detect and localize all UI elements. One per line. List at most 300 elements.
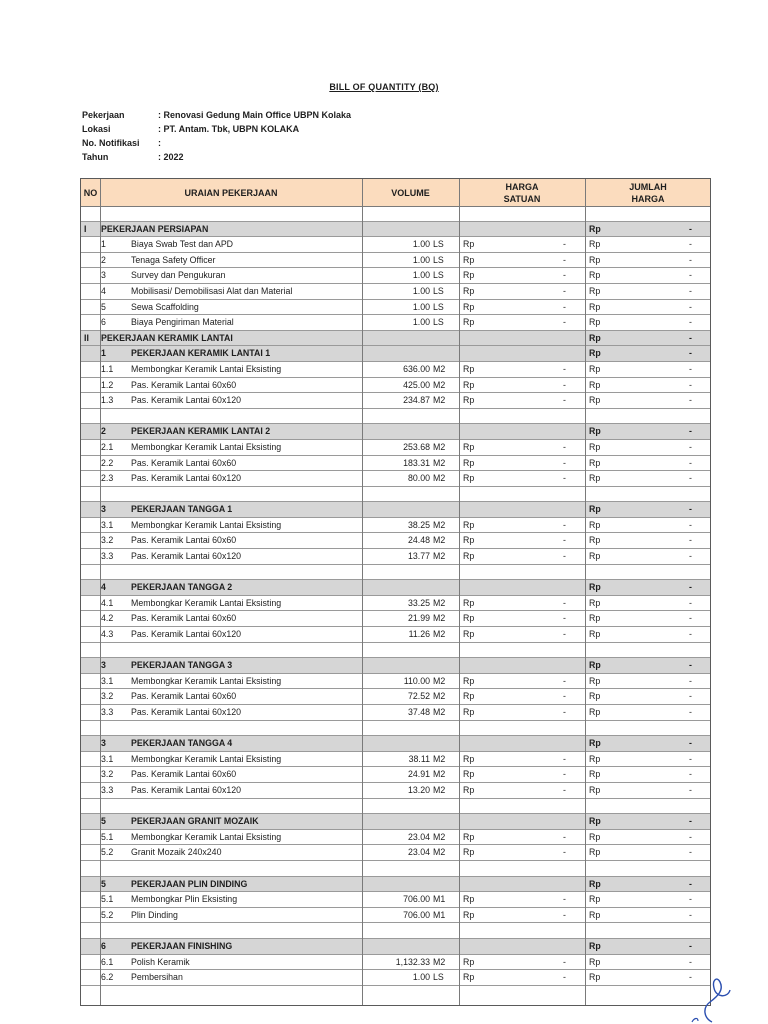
- currency-label: Rp: [589, 223, 601, 234]
- item-volume: 1.00: [412, 317, 430, 328]
- amount-value: -: [689, 738, 692, 749]
- item-code: 2.2: [101, 457, 114, 468]
- currency-label: Rp: [589, 707, 601, 717]
- item-row: [81, 268, 710, 284]
- currency-label: Rp: [463, 254, 475, 265]
- item-description: Membongkar Keramik Lantai Eksisting: [131, 597, 282, 608]
- amount-value: -: [689, 395, 692, 406]
- amount-value: -: [689, 940, 692, 951]
- currency-label: Rp: [589, 847, 601, 858]
- amount-value: -: [689, 878, 692, 889]
- item-unit: M2: [433, 847, 446, 858]
- item-row: [81, 596, 710, 612]
- item-row: [81, 300, 710, 316]
- item-unit: M2: [433, 784, 446, 795]
- currency-label: Rp: [589, 379, 601, 390]
- item-row: [81, 378, 710, 394]
- subsection-name: PEKERJAAN FINISHING: [131, 940, 233, 951]
- currency-label: Rp: [589, 909, 601, 920]
- item-code: 3.2: [101, 769, 114, 780]
- subsection-name: PEKERJAAN GRANIT MOZAIK: [131, 816, 259, 827]
- amount-value: -: [689, 441, 692, 452]
- unit-price-value: -: [563, 753, 566, 764]
- amount-value: -: [689, 254, 692, 265]
- unit-price-value: -: [563, 441, 566, 452]
- item-row: [81, 284, 710, 300]
- unit-price-value: -: [563, 519, 566, 530]
- item-description: Membongkar Keramik Lantai Eksisting: [131, 675, 282, 686]
- item-volume: 72.52: [407, 691, 430, 702]
- currency-label: Rp: [463, 395, 475, 406]
- item-row: [81, 471, 710, 487]
- subsection-row: [81, 877, 710, 893]
- subsection-row: [81, 736, 710, 752]
- item-unit: M1: [433, 894, 446, 905]
- item-unit: M2: [433, 363, 446, 374]
- item-volume: 183.31: [403, 457, 430, 468]
- unit-price-value: -: [563, 239, 566, 250]
- unit-price-value: -: [563, 363, 566, 374]
- item-code: 4.2: [101, 613, 114, 624]
- item-code: 5.1: [101, 831, 114, 842]
- item-code: 3.2: [101, 535, 114, 546]
- subsection-code: 1: [101, 348, 106, 359]
- item-description: Membongkar Keramik Lantai Eksisting: [131, 831, 282, 842]
- item-row: [81, 362, 710, 378]
- item-unit: M2: [433, 457, 446, 468]
- column-divider: [362, 179, 363, 1005]
- currency-label: Rp: [463, 894, 475, 905]
- item-unit: LS: [433, 301, 444, 312]
- amount-value: -: [689, 379, 692, 390]
- subsection-code: 6: [101, 940, 106, 951]
- amount-value: -: [689, 317, 692, 328]
- item-unit: M2: [433, 613, 446, 624]
- item-description: Pas. Keramik Lantai 60x120: [131, 784, 242, 795]
- currency-label: Rp: [589, 675, 601, 686]
- currency-label: Rp: [463, 707, 475, 717]
- spacer-row: [81, 409, 710, 425]
- item-unit: M2: [433, 691, 446, 702]
- item-description: Sewa Scaffolding: [131, 301, 199, 312]
- unit-price-value: -: [563, 847, 566, 858]
- currency-label: Rp: [463, 285, 475, 296]
- amount-value: -: [689, 675, 692, 686]
- item-unit: LS: [433, 270, 444, 281]
- item-row: [81, 456, 710, 472]
- amount-value: -: [689, 909, 692, 920]
- currency-label: Rp: [589, 582, 601, 593]
- item-volume: 425.00: [403, 379, 430, 390]
- unit-price-value: -: [563, 457, 566, 468]
- item-volume: 1.00: [412, 254, 430, 265]
- currency-label: Rp: [589, 317, 601, 328]
- subsection-row: [81, 346, 710, 362]
- currency-label: Rp: [463, 909, 475, 920]
- currency-label: Rp: [463, 551, 475, 562]
- item-unit: M2: [433, 535, 446, 546]
- currency-label: Rp: [589, 613, 601, 624]
- currency-label: Rp: [589, 239, 601, 250]
- unit-price-value: -: [563, 379, 566, 390]
- item-description: Tenaga Safety Officer: [131, 254, 216, 265]
- unit-price-value: -: [563, 270, 566, 281]
- item-row: [81, 830, 710, 846]
- item-volume: 23.04: [407, 847, 430, 858]
- unit-price-value: -: [563, 254, 566, 265]
- item-volume: 234.87: [403, 395, 430, 406]
- item-row: [81, 752, 710, 768]
- unit-price-value: -: [563, 395, 566, 406]
- item-volume: 1.00: [412, 239, 430, 250]
- subsection-row: [81, 939, 710, 955]
- item-description: Membongkar Plin Eksisting: [131, 894, 238, 905]
- amount-value: -: [689, 597, 692, 608]
- item-row: [81, 533, 710, 549]
- subsection-row: [81, 424, 710, 440]
- item-volume: 24.48: [407, 535, 430, 546]
- item-row: [81, 674, 710, 690]
- currency-label: Rp: [463, 457, 475, 468]
- item-row: [81, 611, 710, 627]
- amount-value: -: [689, 426, 692, 437]
- item-code: 5.1: [101, 894, 114, 905]
- currency-label: Rp: [589, 753, 601, 764]
- item-description: Survey dan Pengukuran: [131, 270, 226, 281]
- item-volume: 33.25: [407, 597, 430, 608]
- currency-label: Rp: [589, 894, 601, 905]
- amount-value: -: [689, 582, 692, 593]
- item-unit: M2: [433, 831, 446, 842]
- item-code: 5.2: [101, 909, 114, 920]
- signature-initial: [684, 968, 734, 1024]
- currency-label: Rp: [589, 784, 601, 795]
- amount-value: -: [689, 301, 692, 312]
- meta-label: Pekerjaan: [82, 110, 125, 120]
- currency-label: Rp: [463, 847, 475, 858]
- item-code: 2: [101, 254, 106, 265]
- currency-label: Rp: [463, 379, 475, 390]
- meta-value: : Renovasi Gedung Main Office UBPN Kolaka: [158, 110, 352, 120]
- currency-label: Rp: [463, 535, 475, 546]
- amount-value: -: [689, 691, 692, 702]
- subsection-name: PEKERJAAN PLIN DINDING: [131, 878, 248, 889]
- currency-label: Rp: [589, 441, 601, 452]
- item-row: [81, 627, 710, 643]
- currency-label: Rp: [589, 956, 601, 967]
- item-code: 4.1: [101, 597, 114, 608]
- amount-value: -: [689, 223, 692, 234]
- item-code: 3: [101, 270, 106, 281]
- amount-value: -: [689, 629, 692, 640]
- spacer-row: [81, 861, 710, 877]
- item-row: [81, 689, 710, 705]
- header-volume: VOLUME: [391, 187, 430, 198]
- item-unit: LS: [433, 317, 444, 328]
- item-volume: 38.11: [408, 753, 430, 764]
- item-volume: 706.00: [403, 894, 430, 905]
- meta-value: :: [158, 138, 161, 148]
- item-description: Biaya Swab Test dan APD: [131, 239, 234, 250]
- item-volume: 110.00: [403, 675, 430, 686]
- item-row: [81, 908, 710, 924]
- currency-label: Rp: [463, 972, 475, 983]
- currency-label: Rp: [589, 254, 601, 265]
- currency-label: Rp: [463, 769, 475, 780]
- project-info: [82, 110, 351, 166]
- amount-value: -: [689, 660, 692, 671]
- item-code: 1.2: [101, 379, 114, 390]
- spacer-row: [81, 206, 710, 222]
- currency-label: Rp: [463, 629, 475, 640]
- meta-label: Lokasi: [82, 124, 111, 134]
- item-row: [81, 440, 710, 456]
- amount-value: -: [689, 239, 692, 250]
- header-jumlah-line1: JUMLAH: [629, 181, 667, 192]
- item-volume: 24.91: [407, 769, 430, 780]
- currency-label: Rp: [589, 301, 601, 312]
- item-description: Pas. Keramik Lantai 60x60: [131, 379, 237, 390]
- item-description: Membongkar Keramik Lantai Eksisting: [131, 519, 282, 530]
- amount-value: -: [689, 473, 692, 484]
- spacer-row: [81, 643, 710, 659]
- unit-price-value: -: [563, 956, 566, 967]
- currency-label: Rp: [589, 597, 601, 608]
- item-unit: M2: [433, 597, 446, 608]
- currency-label: Rp: [589, 395, 601, 406]
- item-code: 1.3: [101, 395, 114, 406]
- amount-value: -: [689, 769, 692, 780]
- item-row: [81, 955, 710, 971]
- currency-label: Rp: [589, 285, 601, 296]
- unit-price-value: -: [563, 972, 566, 983]
- unit-price-value: -: [563, 535, 566, 546]
- amount-value: -: [689, 519, 692, 530]
- item-volume: 706.00: [403, 909, 430, 920]
- spacer-row: [81, 799, 710, 815]
- item-description: Pas. Keramik Lantai 60x60: [131, 613, 237, 624]
- item-description: Pas. Keramik Lantai 60x60: [131, 691, 237, 702]
- currency-label: Rp: [463, 597, 475, 608]
- amount-value: -: [689, 784, 692, 795]
- item-description: Pembersihan: [131, 972, 183, 983]
- currency-label: Rp: [463, 691, 475, 702]
- subsection-name: PEKERJAAN TANGGA 3: [131, 660, 233, 671]
- section-row: [81, 222, 710, 238]
- header-harga-line2: SATUAN: [503, 193, 541, 204]
- item-row: [81, 783, 710, 799]
- header-harga-satuan: [459, 179, 585, 206]
- amount-value: -: [689, 831, 692, 842]
- item-unit: M1: [433, 909, 446, 920]
- currency-label: Rp: [589, 363, 601, 374]
- currency-label: Rp: [463, 519, 475, 530]
- item-description: Plin Dinding: [131, 909, 178, 920]
- subsection-code: 5: [101, 878, 106, 889]
- currency-label: Rp: [463, 301, 475, 312]
- item-volume: 13.77: [407, 551, 430, 562]
- currency-label: Rp: [589, 473, 601, 484]
- section-row: [81, 331, 710, 347]
- currency-label: Rp: [589, 769, 601, 780]
- subsection-row: [81, 580, 710, 596]
- item-description: Pas. Keramik Lantai 60x120: [131, 473, 242, 484]
- item-description: Membongkar Keramik Lantai Eksisting: [131, 441, 282, 452]
- item-description: Pas. Keramik Lantai 60x120: [131, 551, 242, 562]
- item-unit: LS: [433, 972, 444, 983]
- item-unit: M2: [433, 753, 446, 764]
- item-code: 3.1: [101, 519, 114, 530]
- meta-row: [82, 138, 351, 152]
- item-volume: 80.00: [407, 473, 430, 484]
- item-code: 6.1: [101, 956, 114, 967]
- subsection-name: PEKERJAAN KERAMIK LANTAI 1: [131, 348, 271, 359]
- currency-label: Rp: [589, 270, 601, 281]
- currency-label: Rp: [463, 675, 475, 686]
- item-code: 4.3: [101, 629, 114, 640]
- item-volume: 38.25: [407, 519, 430, 530]
- item-volume: 1.00: [412, 972, 430, 983]
- amount-value: -: [689, 348, 692, 359]
- currency-label: Rp: [589, 878, 601, 889]
- amount-value: -: [689, 707, 692, 717]
- item-row: [81, 518, 710, 534]
- currency-label: Rp: [589, 972, 601, 983]
- item-description: Pas. Keramik Lantai 60x60: [131, 535, 237, 546]
- item-code: 3.3: [101, 551, 114, 562]
- currency-label: Rp: [589, 738, 601, 749]
- item-unit: M2: [433, 395, 446, 406]
- item-unit: LS: [433, 254, 444, 265]
- item-volume: 11.26: [408, 629, 430, 640]
- header-harga-line1: HARGA: [505, 181, 539, 192]
- section-number: II: [84, 332, 89, 343]
- subsection-name: PEKERJAAN KERAMIK LANTAI 2: [131, 426, 271, 437]
- section-number: I: [84, 223, 87, 234]
- currency-label: Rp: [463, 317, 475, 328]
- item-row: [81, 549, 710, 565]
- spacer-row: [81, 721, 710, 737]
- amount-value: -: [689, 535, 692, 546]
- unit-price-value: -: [563, 691, 566, 702]
- subsection-code: 4: [101, 582, 106, 593]
- unit-price-value: -: [563, 317, 566, 328]
- currency-label: Rp: [463, 473, 475, 484]
- currency-label: Rp: [463, 239, 475, 250]
- currency-label: Rp: [463, 441, 475, 452]
- currency-label: Rp: [589, 504, 601, 515]
- unit-price-value: -: [563, 831, 566, 842]
- spacer-row: [81, 487, 710, 503]
- item-code: 6.2: [101, 972, 114, 983]
- subsection-code: 3: [101, 504, 106, 515]
- currency-label: Rp: [589, 660, 601, 671]
- spacer-row: [81, 923, 710, 939]
- item-code: 3.3: [101, 707, 114, 717]
- subsection-code: 3: [101, 660, 106, 671]
- item-volume: 23.04: [407, 831, 430, 842]
- currency-label: Rp: [463, 363, 475, 374]
- currency-label: Rp: [589, 816, 601, 827]
- unit-price-value: -: [563, 301, 566, 312]
- unit-price-value: -: [563, 613, 566, 624]
- item-unit: M2: [433, 519, 446, 530]
- item-description: Pas. Keramik Lantai 60x60: [131, 457, 237, 468]
- column-divider: [459, 179, 460, 1005]
- item-row: [81, 253, 710, 269]
- item-row: [81, 315, 710, 331]
- currency-label: Rp: [589, 535, 601, 546]
- section-name: PEKERJAAN PERSIAPAN: [101, 223, 209, 234]
- meta-value: : 2022: [158, 152, 184, 162]
- item-volume: 1.00: [412, 301, 430, 312]
- currency-label: Rp: [463, 270, 475, 281]
- subsection-code: 5: [101, 816, 106, 827]
- currency-label: Rp: [589, 831, 601, 842]
- header-uraian: URAIAN PEKERJAAN: [184, 187, 278, 198]
- meta-label: Tahun: [82, 152, 109, 162]
- meta-row: [82, 152, 351, 166]
- meta-value: : PT. Antam. Tbk, UBPN KOLAKA: [158, 124, 300, 134]
- item-description: Granit Mozaik 240x240: [131, 847, 222, 858]
- unit-price-value: -: [563, 473, 566, 484]
- item-code: 4: [101, 285, 106, 296]
- item-code: 3.3: [101, 784, 114, 795]
- item-code: 3.1: [101, 753, 114, 764]
- amount-value: -: [689, 363, 692, 374]
- item-code: 6: [101, 317, 106, 328]
- currency-label: Rp: [589, 940, 601, 951]
- item-description: Polish Keramik: [131, 956, 190, 967]
- unit-price-value: -: [563, 629, 566, 640]
- amount-value: -: [689, 270, 692, 281]
- table-header: [81, 179, 710, 207]
- amount-value: -: [689, 504, 692, 515]
- item-code: 3.1: [101, 675, 114, 686]
- item-description: Membongkar Keramik Lantai Eksisting: [131, 363, 282, 374]
- item-row: [81, 237, 710, 253]
- subsection-name: PEKERJAAN TANGGA 2: [131, 582, 233, 593]
- meta-label: No. Notifikasi: [82, 138, 140, 148]
- item-volume: 636.00: [403, 363, 430, 374]
- item-description: Biaya Pengiriman Material: [131, 317, 234, 328]
- subsection-name: PEKERJAAN TANGGA 4: [131, 738, 233, 749]
- item-code: 2.1: [101, 441, 114, 452]
- item-volume: 13.20: [407, 784, 430, 795]
- item-row: [81, 845, 710, 861]
- item-code: 5: [101, 301, 106, 312]
- currency-label: Rp: [589, 629, 601, 640]
- subsection-row: [81, 658, 710, 674]
- currency-label: Rp: [463, 753, 475, 764]
- amount-value: -: [689, 972, 692, 983]
- item-volume: 1.00: [412, 285, 430, 296]
- column-divider: [100, 179, 101, 1005]
- bq-table: [80, 178, 711, 1006]
- item-description: Membongkar Keramik Lantai Eksisting: [131, 753, 282, 764]
- item-description: Pas. Keramik Lantai 60x120: [131, 395, 242, 406]
- unit-price-value: -: [563, 894, 566, 905]
- item-unit: M2: [433, 675, 446, 686]
- currency-label: Rp: [589, 691, 601, 702]
- amount-value: -: [689, 613, 692, 624]
- header-jumlah-harga: [585, 179, 711, 206]
- currency-label: Rp: [589, 457, 601, 468]
- item-code: 5.2: [101, 847, 114, 858]
- amount-value: -: [689, 332, 692, 343]
- item-unit: M2: [433, 551, 446, 562]
- unit-price-value: -: [563, 551, 566, 562]
